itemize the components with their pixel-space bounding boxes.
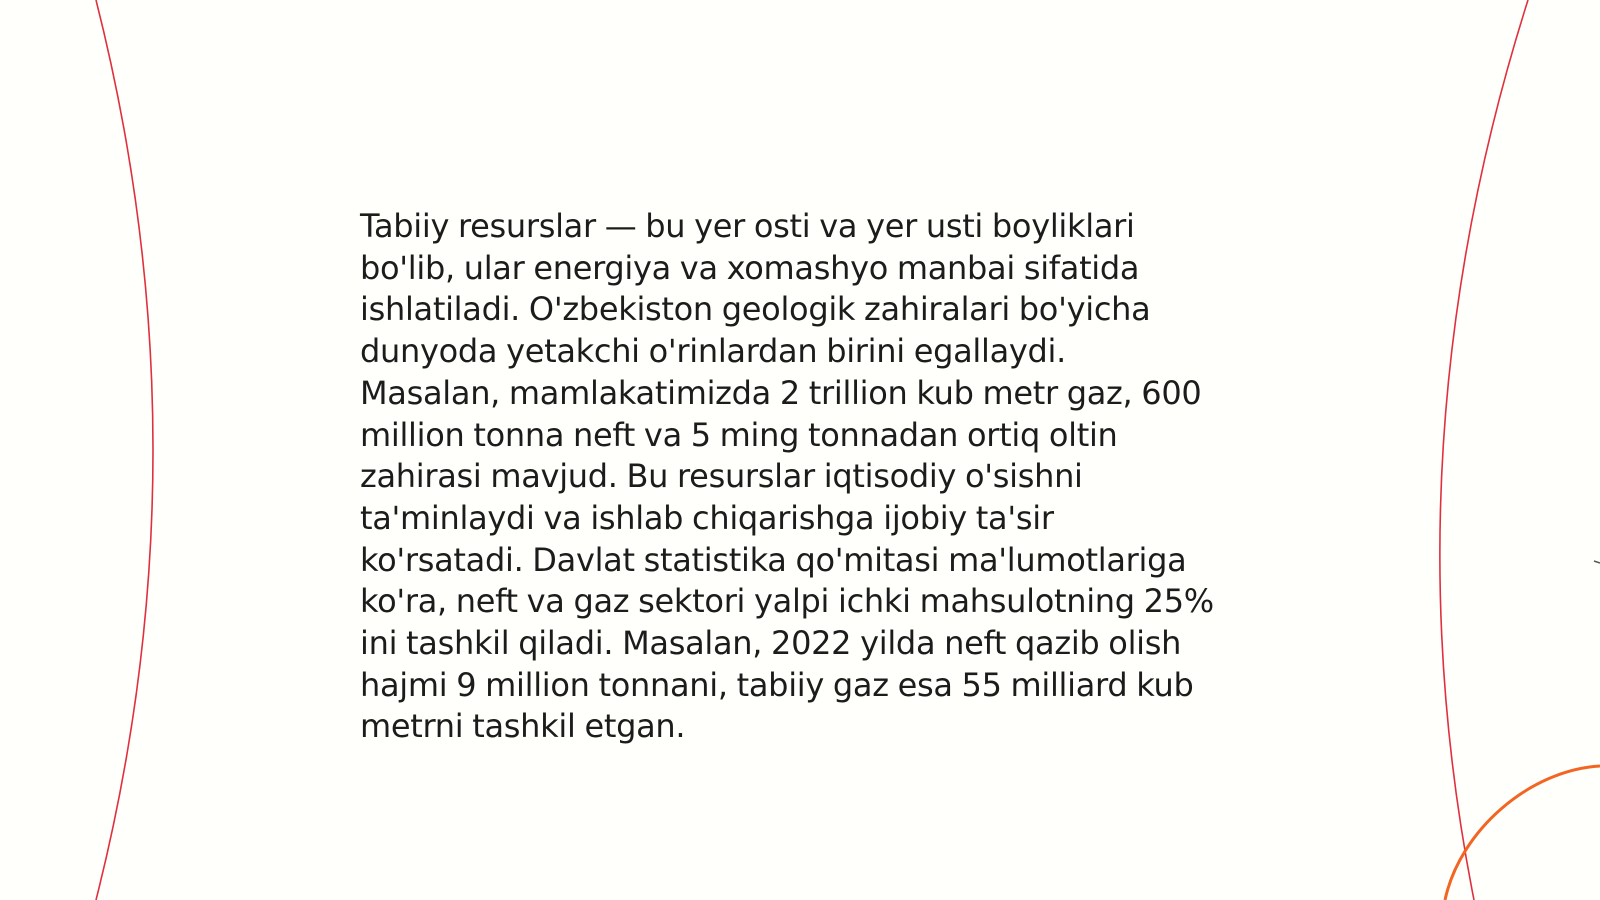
- paragraph-line: metrni tashkil etgan.: [360, 707, 686, 746]
- paragraph-line: ta'minlaydi va ishlab chiqarishga ijobiy ta'sir: [360, 498, 1054, 537]
- corner-orange-arc: [1445, 766, 1600, 900]
- paragraph-line: Tabiiy resurslar — bu yer osti va yer usti boyliklari: [360, 207, 1135, 245]
- paragraph-line: million tonna neft va 5 ming tonnadan ortiq oltin: [360, 415, 1118, 454]
- paragraph-line: ko'rsatadi. Davlat statistika qo'mitasi ma'lumotlariga: [360, 540, 1187, 579]
- left-curve-line: [96, 0, 153, 900]
- paragraph-line: ishlatiladi. O'zbekiston geologik zahiralari bo'yicha: [360, 290, 1151, 329]
- right-curve-line: [1440, 0, 1528, 900]
- paragraph-line: bo'lib, ular energiya va xomashyo manbai sifatida: [360, 248, 1140, 287]
- body-paragraph: [360, 206, 1260, 748]
- paragraph-line: zahirasi mavjud. Bu resurslar iqtisodiy o'sishni: [360, 457, 1083, 496]
- paragraph-line: dunyoda yetakchi o'rinlardan birini egallaydi.: [360, 332, 1067, 371]
- edge-tick-mark: [1594, 561, 1600, 563]
- paragraph-line: Masalan, mamlakatimizda 2 trillion kub metr gaz, 600: [360, 373, 1202, 412]
- paragraph-line: hajmi 9 million tonnani, tabiiy gaz esa 55 milliard kub: [360, 665, 1194, 704]
- paragraph-line: ini tashkil qiladi. Masalan, 2022 yilda neft qazib olish: [360, 624, 1182, 663]
- paragraph-line: ko'ra, neft va gaz sektori yalpi ichki mahsulotning 25%: [360, 582, 1214, 621]
